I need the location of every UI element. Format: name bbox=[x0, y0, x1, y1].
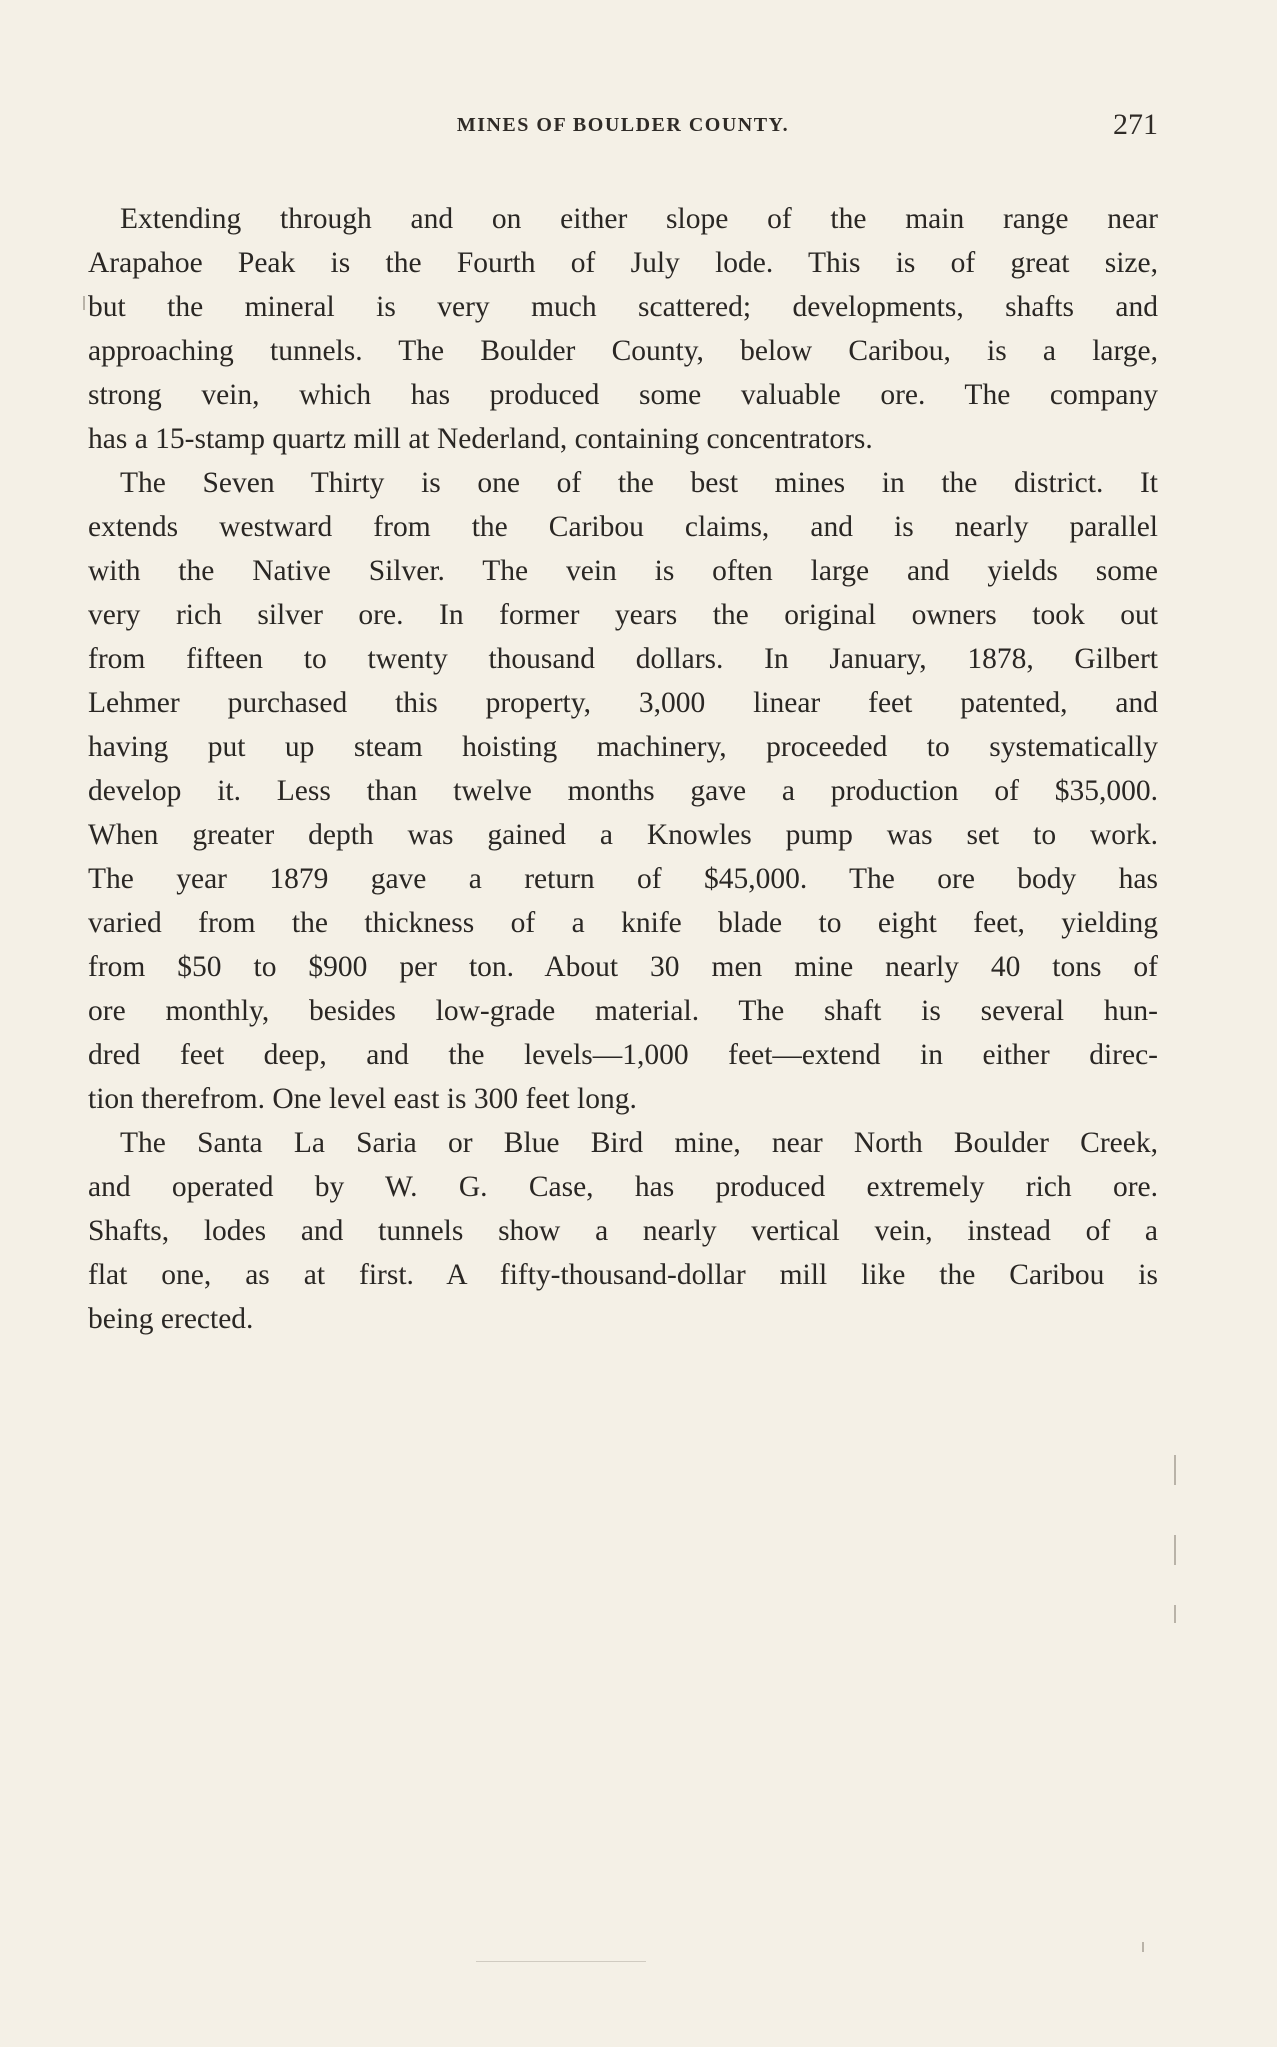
paragraph-seven-thirty-mine bbox=[88, 461, 1158, 1121]
text-line: Arapahoe Peak is the Fourth of July lode. This is of great size, bbox=[88, 247, 1158, 279]
text-line: flat one, as at first. A fifty-thousand-dollar mill like the Caribou is bbox=[88, 1259, 1158, 1291]
running-head bbox=[88, 108, 1158, 148]
scan-artifact bbox=[1142, 1942, 1144, 1952]
text-line: being erected. bbox=[88, 1303, 254, 1335]
scan-artifact bbox=[83, 296, 85, 310]
text-line: Shafts, lodes and tunnels show a nearly vertical vein, instead of a bbox=[88, 1215, 1158, 1247]
text-line: Extending through and on either slope of the main range near bbox=[120, 203, 1158, 235]
paragraph-blue-bird-mine bbox=[88, 1121, 1158, 1341]
body-text bbox=[88, 197, 1158, 1341]
text-line: varied from the thickness of a knife blade to eight feet, yielding bbox=[88, 907, 1158, 939]
paragraph-fourth-of-july-lode bbox=[88, 197, 1158, 461]
text-line: and operated by W. G. Case, has produced extremely rich ore. bbox=[88, 1171, 1158, 1203]
text-line: When greater depth was gained a Knowles pump was set to work. bbox=[88, 819, 1158, 851]
text-line: The Santa La Saria or Blue Bird mine, near North Boulder Creek, bbox=[120, 1127, 1158, 1159]
text-line: with the Native Silver. The vein is often large and yields some bbox=[88, 555, 1158, 587]
scan-artifact bbox=[1174, 1455, 1176, 1485]
text-line: approaching tunnels. The Boulder County, below Caribou, is a large, bbox=[88, 335, 1158, 367]
text-line: but the mineral is very much scattered; developments, shafts and bbox=[88, 291, 1158, 323]
scan-artifact bbox=[1174, 1605, 1176, 1623]
text-line: having put up steam hoisting machinery, proceeded to systematically bbox=[88, 731, 1158, 763]
text-line: extends westward from the Caribou claims, and is nearly parallel bbox=[88, 511, 1158, 543]
text-line: The Seven Thirty is one of the best mines in the district. It bbox=[120, 467, 1158, 499]
text-line: strong vein, which has produced some valuable ore. The company bbox=[88, 379, 1158, 411]
scan-artifact bbox=[1174, 1535, 1176, 1565]
text-line: Lehmer purchased this property, 3,000 linear feet patented, and bbox=[88, 687, 1158, 719]
text-line: dred feet deep, and the levels—1,000 feet—extend in either direc- bbox=[88, 1039, 1158, 1071]
scan-artifact bbox=[476, 1961, 646, 1962]
text-line: very rich silver ore. In former years the original owners took out bbox=[88, 599, 1158, 631]
text-line: tion therefrom. One level east is 300 feet long. bbox=[88, 1083, 637, 1115]
text-line: has a 15-stamp quartz mill at Nederland, containing concentrators. bbox=[88, 423, 873, 455]
text-line: from $50 to $900 per ton. About 30 men mine nearly 40 tons of bbox=[88, 951, 1158, 983]
text-line: The year 1879 gave a return of $45,000. The ore body has bbox=[88, 863, 1158, 895]
running-title: MINES OF BOULDER COUNTY. bbox=[456, 114, 790, 136]
page-number: 271 bbox=[1113, 108, 1158, 141]
text-line: ore monthly, besides low-grade material. The shaft is several hun- bbox=[88, 995, 1158, 1027]
text-line: develop it. Less than twelve months gave a production of $35,000. bbox=[88, 775, 1158, 807]
text-line: from fifteen to twenty thousand dollars. In January, 1878, Gilbert bbox=[88, 643, 1158, 675]
